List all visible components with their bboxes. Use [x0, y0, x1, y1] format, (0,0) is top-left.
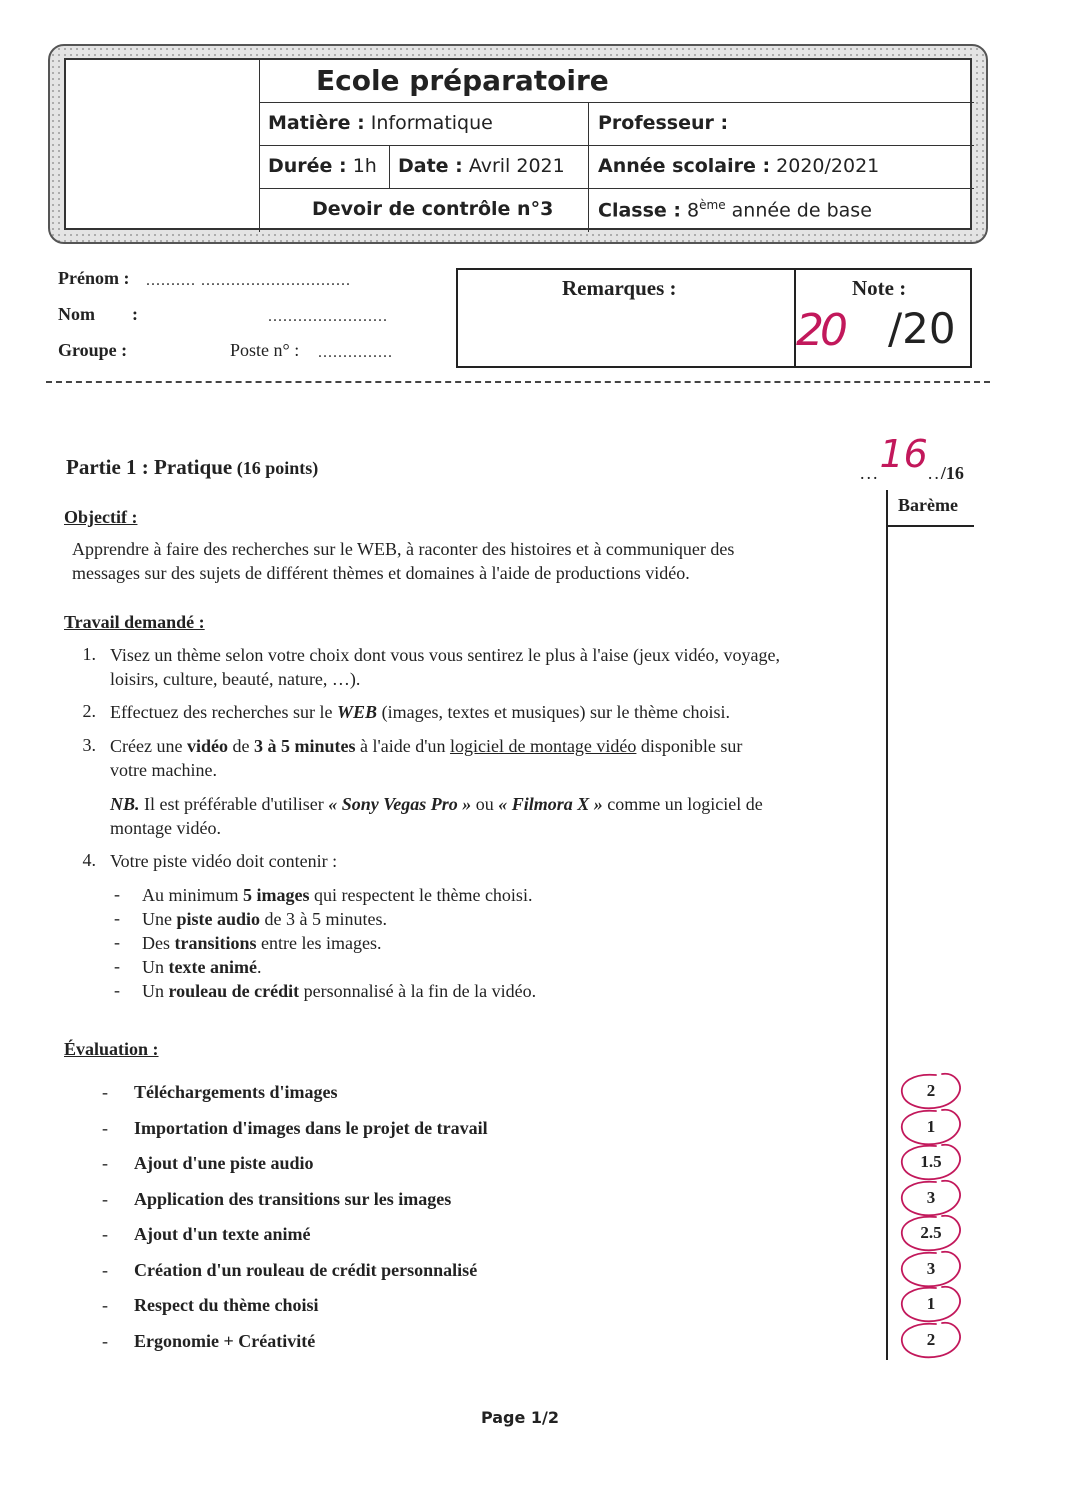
- subject-value: Informatique: [370, 112, 493, 134]
- dashed-separator: [46, 381, 990, 383]
- remarks-label: Remarques :: [562, 276, 677, 300]
- grid-line: [588, 102, 589, 232]
- item-2-line: [110, 700, 730, 724]
- criterion-dash: -: [102, 1295, 108, 1315]
- grid-line: [259, 145, 974, 146]
- name-label: Nom: [58, 304, 95, 324]
- header-table: [64, 58, 972, 230]
- name-dots: ........................: [268, 308, 388, 325]
- class-rest: année de base: [731, 199, 872, 222]
- post-label: Poste n° :: [230, 340, 300, 360]
- criterion-label: Téléchargements d'images: [134, 1082, 338, 1102]
- name-colon: :: [132, 304, 138, 324]
- criterion-dash: -: [102, 1117, 108, 1138]
- objective-heading: Objectif :: [64, 507, 138, 527]
- item-2-pre: Effectuez des recherches sur le: [110, 702, 338, 722]
- pen-circle-mark: [892, 1320, 972, 1364]
- item-4-line: Votre piste vidéo doit contenir :: [110, 851, 338, 871]
- criterion-dash: -: [102, 1188, 108, 1209]
- item-number: 1.: [82, 644, 96, 664]
- criterion-dash: -: [102, 1224, 108, 1244]
- nb-p1: Il est préférable d'utiliser: [139, 794, 329, 814]
- item-2-web: WEB: [337, 702, 378, 722]
- subject-field: [268, 112, 493, 134]
- bareme-label: Barème: [898, 495, 958, 515]
- bullet-item: Un rouleau de crédit personnalisé à la fin de la vidéo.: [142, 981, 537, 1001]
- nb-label: NB.: [110, 794, 140, 814]
- subject-label: Matière :: [268, 112, 365, 134]
- criterion-label: Ergonomie + Créativité: [134, 1330, 316, 1351]
- class-sup: ème: [699, 198, 726, 212]
- firstname-label: Prénom :: [58, 268, 130, 288]
- criterion-label: Ajout d'un texte animé: [134, 1224, 311, 1244]
- note-handwritten: 20: [796, 305, 844, 356]
- note-label: Note :: [852, 276, 907, 300]
- grid-line: [259, 102, 974, 103]
- bullet-dash: -: [114, 884, 120, 904]
- criterion-dash: -: [102, 1259, 108, 1280]
- criterion-label: Ajout d'une piste audio: [134, 1153, 314, 1173]
- bullet-dash: -: [114, 932, 120, 952]
- nb-p3: comme un logiciel de: [602, 794, 763, 814]
- criterion-score: 1.5: [920, 1152, 942, 1171]
- item-3-line-2: votre machine.: [110, 760, 217, 780]
- remarks-box: [456, 268, 972, 368]
- criterion-score: 3: [926, 1258, 936, 1278]
- date-field: [398, 155, 565, 177]
- nb-software-2: « Filmora X »: [498, 794, 603, 814]
- objective-line-2: messages sur des sujets de différent thèmes et domaines à l'aide de productions vidéo.: [72, 563, 690, 583]
- criterion-label: Importation d'images dans le projet de travail: [134, 1117, 488, 1138]
- school-year-value: 2020/2021: [776, 155, 880, 177]
- note-total: /20: [888, 304, 956, 353]
- item-1-line-2: loisirs, culture, beauté, nature, …).: [110, 669, 361, 689]
- criterion-label: Application des transitions sur les images: [134, 1188, 452, 1209]
- grid-line: [259, 188, 974, 189]
- part1-title: Partie 1 : Pratique: [66, 455, 233, 479]
- criterion-score: 1: [926, 1116, 936, 1136]
- bullet-item: Des transitions entre les images.: [142, 933, 382, 953]
- objective-line-1: Apprendre à faire des recherches sur le WEB, à raconter des histoires et à communiquer des: [72, 539, 735, 559]
- grid-line: [259, 60, 260, 232]
- bareme-rule: [886, 525, 974, 527]
- page-number: Page 1/2: [480, 1408, 560, 1427]
- work-heading: Travail demandé :: [64, 612, 205, 632]
- criterion-label: Création d'un rouleau de crédit personnalisé: [134, 1259, 478, 1280]
- teacher-label: Professeur :: [598, 112, 729, 134]
- item-1-line-1: Visez un thème selon votre choix dont vous vous sentirez le plus à l'aise (jeux vidéo, voyage,: [110, 645, 780, 665]
- post-dots: ...............: [318, 344, 393, 361]
- item-3-p3: à l'aide d'un: [355, 736, 450, 756]
- item-number: 3.: [82, 735, 96, 755]
- item-3-b2: 3 à 5 minutes: [253, 736, 356, 756]
- bullet-item: Une piste audio de 3 à 5 minutes.: [142, 909, 388, 929]
- date-value: Avril 2021: [468, 155, 565, 177]
- criterion-score: 3: [926, 1187, 936, 1207]
- duration-field: [268, 155, 377, 177]
- criterion-dash: -: [102, 1082, 108, 1102]
- firstname-dots: .......... ..............................: [146, 272, 351, 289]
- part1-heading: [66, 455, 318, 480]
- bullet-item: Au minimum 5 images qui respectent le thème choisi.: [142, 885, 533, 905]
- criterion-dash: -: [102, 1153, 108, 1173]
- item-3-p2: de: [227, 736, 254, 756]
- item-number: 4.: [82, 850, 96, 870]
- criterion-score: 1: [926, 1294, 936, 1313]
- school-name: Ecole préparatoire: [316, 64, 609, 97]
- part1-score-handwritten: 16: [879, 432, 928, 476]
- criterion-label: Respect du thème choisi: [134, 1295, 319, 1315]
- nb-p2: ou: [471, 794, 499, 814]
- bullet-dash: -: [114, 980, 120, 1000]
- criterion-score: 2.5: [920, 1223, 942, 1242]
- criterion-dash: -: [102, 1330, 108, 1351]
- item-3-line-1: [110, 734, 742, 758]
- item-3-p4: disponible sur: [636, 736, 743, 756]
- duration-label: Durée :: [268, 155, 347, 177]
- date-label: Date :: [398, 155, 463, 177]
- part1-score-total: /16: [940, 463, 964, 483]
- group-label: Groupe :: [58, 340, 128, 360]
- item-number: 2.: [82, 701, 96, 721]
- part1-points: (16 points): [236, 458, 319, 478]
- school-year-field: [598, 155, 879, 177]
- item-3-software: logiciel de montage vidéo: [449, 736, 637, 756]
- criterion-score: 2: [926, 1081, 936, 1100]
- grid-line: [389, 145, 390, 188]
- duration-value: 1h: [352, 155, 377, 177]
- bareme-column: [886, 490, 888, 1360]
- class-field: [598, 198, 872, 221]
- nb-line-2: montage vidéo.: [110, 818, 221, 838]
- item-2-post: (images, textes et musiques) sur le thème choisi.: [377, 702, 730, 722]
- part1-score: ...16../16: [860, 432, 964, 483]
- exam-title: Devoir de contrôle n°3: [312, 198, 554, 220]
- bullet-dash: -: [114, 908, 120, 928]
- criterion-score: 2: [926, 1329, 936, 1349]
- bullet-dash: -: [114, 956, 120, 976]
- nb-line-1: [110, 792, 763, 816]
- bullet-item: Un texte animé.: [142, 957, 262, 977]
- class-num: 8: [687, 199, 700, 222]
- header-frame: [48, 44, 988, 244]
- evaluation-heading: Évaluation :: [64, 1039, 159, 1059]
- item-3-b1: vidéo: [186, 736, 228, 756]
- nb-software-1: « Sony Vegas Pro »: [328, 794, 472, 814]
- school-year-label: Année scolaire :: [598, 155, 771, 177]
- item-3-p1: Créez une: [110, 736, 187, 756]
- class-label: Classe :: [598, 199, 681, 222]
